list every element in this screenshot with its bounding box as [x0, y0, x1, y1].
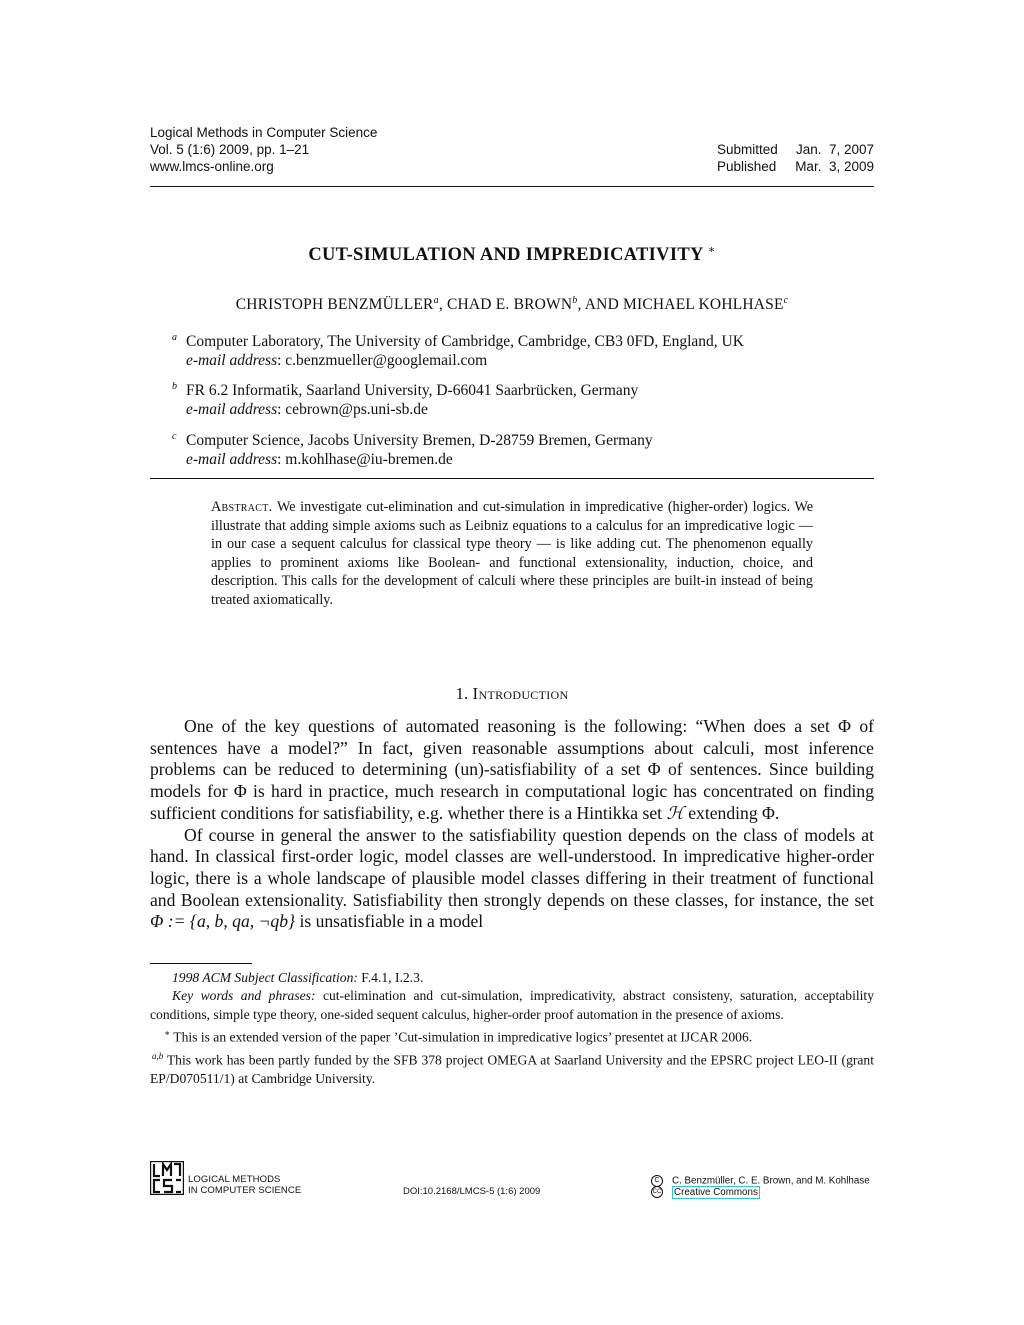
author-kohlhase: , AND MICHAEL KOHLHASE [577, 296, 784, 314]
paragraph [150, 716, 874, 825]
journal-volume: Vol. 5 (1:6) 2009, pp. 1–21 [150, 142, 310, 157]
section-heading [150, 684, 874, 704]
paragraph-text: is unsatisfiable in a model [295, 911, 484, 932]
section-number: 1. [455, 684, 469, 703]
email-address: : c.benzmueller@googlemail.com [277, 352, 488, 369]
abstract-label: Abstract. [211, 499, 273, 515]
section-title: Introduction [472, 684, 569, 703]
footnote-label: 1998 ACM Subject Classification: [172, 970, 358, 985]
affiliation-text: Computer Science, Jacobs University Bremen, D-28759 Bremen, Germany [186, 432, 653, 449]
paper-title [150, 243, 874, 266]
submitted-label: Submitted [717, 142, 778, 157]
affiliation-rule [150, 478, 874, 479]
footnote-label: Key words and phrases: [172, 988, 316, 1004]
published-date: Mar. 3, 2009 [795, 159, 874, 174]
author-brown: , CHAD E. BROWN [438, 296, 573, 314]
affiliation-text: Computer Laboratory, The University of Cambridge, Cambridge, CB3 0FD, England, UK [186, 333, 744, 350]
copyright-icon: C [651, 1175, 663, 1187]
email-label: e-mail address [186, 401, 278, 418]
creative-commons-icon: CC [651, 1186, 663, 1198]
footnote-funding [150, 1047, 874, 1088]
paragraph-text: Of course in general the answer to the satisfiability question depends on the class of models at hand. In classical first-order logic, model classes are well-understood. In impredicative higher-order logic, there is a whole landscape of plausible model classes differing in their treatment of functional and Boolean extensionality. Satisfiability then strongly depends on these classes, for instance, the set [150, 824, 874, 910]
submitted-date: Jan. 7, 2007 [795, 142, 874, 157]
creative-commons-link[interactable]: Creative Commons [674, 1186, 758, 1198]
logo-text-line: LOGICAL METHODS [188, 1174, 281, 1185]
abstract [211, 498, 813, 609]
email-label: e-mail address [186, 352, 278, 369]
lmcs-logo [150, 1161, 184, 1195]
affiliation-b [172, 381, 874, 419]
logo-text-line: IN COMPUTER SCIENCE [188, 1184, 302, 1196]
footnote-mark: a,b [152, 1050, 164, 1061]
paragraph [150, 825, 874, 934]
footnote-acm [150, 969, 874, 987]
paper-title-text: CUT-SIMULATION AND IMPREDICATIVITY [308, 245, 703, 266]
footnote-text: This work has been partly funded by the SFB 378 project OMEGA at Saarland University and the EPSRC project LEO-II (grant EP/D070511/1) at Cambridge University. [150, 1052, 874, 1086]
footnote-text: cut-elimination and cut-simulation, impredicativity, abstract consisteny, saturation, acceptability conditions, simple type theory, one-sided sequent calculus, higher-order proof automation in the presence of axioms. [150, 988, 874, 1022]
affiliation-a [172, 332, 874, 370]
footnote-keywords [150, 987, 874, 1024]
header-rule [150, 186, 874, 187]
math-symbol: ℋ [666, 802, 684, 823]
footnote-text: This is an extended version of the paper ’Cut-simulation in impredicative logics’ presentet at IJCAR 2006. [170, 1029, 753, 1045]
affiliation-text: FR 6.2 Informatik, Saarland University, D-66041 Saarbrücken, Germany [186, 382, 639, 399]
doi: DOI:10.2168/LMCS-5 (1:6) 2009 [403, 1186, 541, 1197]
affiliation-mark: c [172, 431, 177, 442]
email-address: : m.kohlhase@iu-bremen.de [277, 451, 453, 468]
logo-text [188, 1175, 301, 1196]
journal-header [150, 124, 377, 175]
footnote-text: F.4.1, I.2.3. [357, 970, 424, 985]
published-label: Published [717, 159, 777, 174]
author-mark: a [433, 295, 439, 306]
math-expression: Φ := {a, b, qa, ¬qb} [150, 911, 296, 932]
affiliation-c [172, 431, 874, 469]
journal-name: Logical Methods in Computer Science [150, 125, 378, 140]
footnote-star [150, 1024, 874, 1047]
email-label: e-mail address [186, 451, 278, 468]
abstract-text: We investigate cut-elimination and cut-simulation in impredicative (higher-order) logics. We illustrate that adding simple axioms such as Leibniz equations to a calculus for an impredicative logic — in our case a sequent calculus for classical type theory — is like adding cut. The phenomenon equally applies to prominent axioms like Boolean- and functional extensionality, induction, choice, and description. This calls for the development of calculi where these principles are built-in instead of being treated axiomatically. [211, 499, 813, 608]
footnote-mark: ∗ [164, 1027, 171, 1038]
author-mark: b [572, 295, 578, 306]
title-footnote-mark: ∗ [707, 244, 716, 256]
email-address: : cebrown@ps.uni-sb.de [277, 401, 428, 418]
author-list [150, 295, 874, 314]
affiliation-mark: a [172, 332, 177, 343]
paragraph-text: extending Φ. [683, 802, 780, 823]
body-text [150, 716, 874, 933]
footnotes [150, 969, 874, 1088]
copyright-holders: C. Benzmüller, C. E. Brown, and M. Kohlhase [672, 1175, 870, 1187]
paragraph-text: One of the key questions of automated reasoning is the following: “When does a set Φ of sentences have a model?” In fact, given reasonable assumptions about calculi, most inference problems can be reduced to determining (un)-satisfiability of a set Φ of sentences. Since building models for Φ is hard in practice, much research in computational logic has concentrated on finding sufficient conditions for satisfiability, e.g. whether there is a Hintikka set [150, 716, 874, 823]
dates-block [717, 141, 874, 175]
author-mark: c [783, 295, 789, 306]
journal-website[interactable]: www.lmcs-online.org [150, 159, 274, 174]
footnote-rule [150, 963, 252, 964]
license-line [651, 1186, 760, 1198]
author-benzmueller: CHRISTOPH BENZMÜLLER [235, 296, 434, 314]
affiliation-mark: b [172, 381, 177, 392]
